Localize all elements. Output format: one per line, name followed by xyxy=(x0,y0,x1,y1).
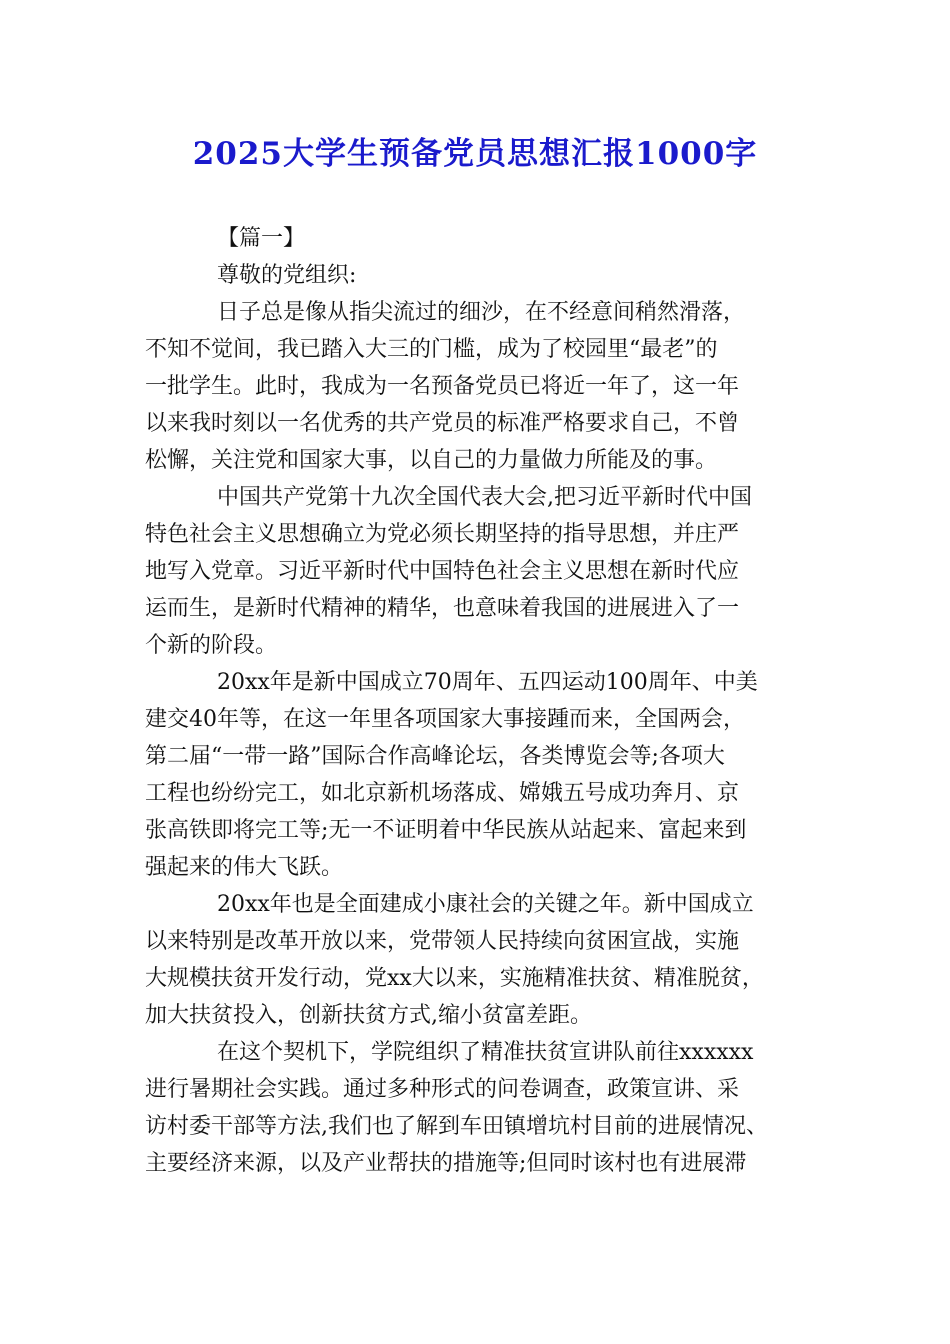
paragraph-line: 第二届“一带一路”国际合作高峰论坛，各类博览会等;各项大 xyxy=(145,744,725,769)
paragraph-line: 中国共产党第十九次全国代表大会,把习近平新时代中国 xyxy=(217,485,752,510)
paragraph-line: 加大扶贫投入，创新扶贫方式,缩小贫富差距。 xyxy=(145,1003,592,1028)
paragraph-line: 松懈，关注党和国家大事，以自己的力量做力所能及的事。 xyxy=(145,448,718,473)
paragraph-1 xyxy=(145,294,805,479)
paragraph-line: 在这个契机下，学院组织了精准扶贫宣讲队前往xxxxxx xyxy=(217,1040,754,1065)
paragraph-line: 一批学生。此时，我成为一名预备党员已将近一年了，这一年 xyxy=(145,374,740,399)
paragraph-line: 张高铁即将完工等;无一不证明着中华民族从站起来、富起来到 xyxy=(145,818,747,843)
paragraph-line: 20xx年是新中国成立70周年、五四运动100周年、中美 xyxy=(217,670,758,695)
paragraph-line: 个新的阶段。 xyxy=(145,633,278,658)
section-marker: 【篇一】 xyxy=(217,226,306,251)
paragraph-5 xyxy=(145,1034,805,1182)
salutation: 尊敬的党组织: xyxy=(217,263,357,288)
document-title: 2025大学生预备党员思想汇报1000字 xyxy=(192,136,758,172)
paragraph-line: 进行暑期社会实践。通过多种形式的问卷调查，政策宣讲、采 xyxy=(145,1077,740,1102)
paragraph-line: 主要经济来源，以及产业帮扶的措施等;但同时该村也有进展滞 xyxy=(145,1151,747,1176)
paragraph-line: 特色社会主义思想确立为党必须长期坚持的指导思想，并庄严 xyxy=(145,522,740,547)
paragraph-line: 不知不觉间，我已踏入大三的门槛，成为了校园里“最老”的 xyxy=(145,337,718,362)
paragraph-line: 建交40年等，在这一年里各项国家大事接踵而来，全国两会， xyxy=(145,707,745,732)
paragraph-line: 运而生，是新时代精神的精华，也意味着我国的进展进入了一 xyxy=(145,596,740,621)
paragraph-line: 访村委干部等方法,我们也了解到车田镇增坑村目前的进展情况、 xyxy=(145,1114,768,1139)
paragraph-2 xyxy=(145,479,805,664)
paragraph-line: 20xx年也是全面建成小康社会的关键之年。新中国成立 xyxy=(217,892,754,917)
paragraph-3 xyxy=(145,664,805,886)
paragraph-line: 日子总是像从指尖流过的细沙，在不经意间稍然滑落， xyxy=(217,300,746,325)
paragraph-line: 大规模扶贫开发行动，党xx大以来，实施精准扶贫、精准脱贫， xyxy=(145,966,764,991)
paragraph-line: 以来我时刻以一名优秀的共产党员的标准严格要求自己，不曾 xyxy=(145,411,740,436)
paragraph-line: 强起来的伟大飞跃。 xyxy=(145,855,344,880)
paragraph-4 xyxy=(145,886,805,1034)
paragraph-line: 地写入党章。习近平新时代中国特色社会主义思想在新时代应 xyxy=(145,559,740,584)
paragraph-line: 工程也纷纷完工，如北京新机场落成、嫦娥五号成功奔月、京 xyxy=(145,781,740,806)
document-body xyxy=(145,220,805,1182)
paragraph-line: 以来特别是改革开放以来，党带领人民持续向贫困宣战，实施 xyxy=(145,929,740,954)
